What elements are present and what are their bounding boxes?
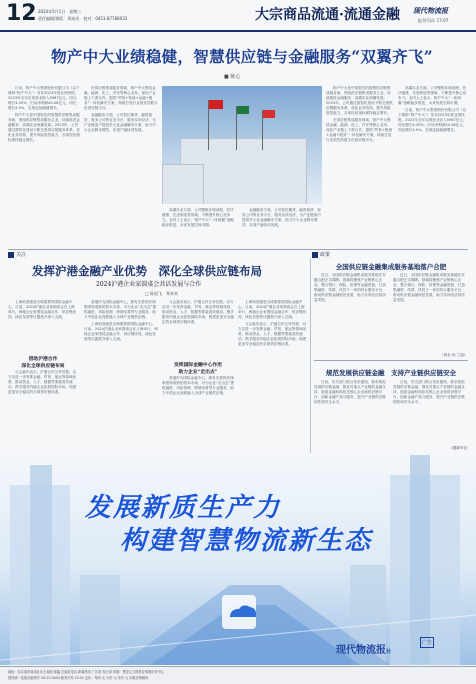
lead-column-6 <box>398 86 468 246</box>
story-col-c-2: 香港作为国际金融中心，拥有完善的法律制度和成熟的资本市场，可为企业“走出去”提供融资、风险管理、跨境结算等专业服务，助力中国企业深度融入全球产业链供应链。 <box>162 376 234 395</box>
story-col-b-3: 与会嘉宾表示，沪港合作互补性强，双方应进一步发挥金融、贸易、航运等领域优势，推动资金、人才、数据等要素高效流动，携手服务内地企业拓展国际市场，构建更加安全稳定的全球供应链体系。 <box>238 322 307 346</box>
page-number: 12 <box>6 1 37 26</box>
policy-story1-body: 近日，全国供应链金融集成服务基地在安徽合肥正式揭牌。基地将聚焦产业链核心企业，整合银行、保险、担保等金融资源，打造集融资、结算、风控于一体的综合服务平台，推动供应链金融规范发展，助力实体经济高质量发展。 <box>314 273 386 302</box>
footer-line-2: 国内统一连续出版物号 CN 23-0054 邮发代号 13-41 定价：每份 元 月价 元 年价 元 本报法律顾问 <box>8 676 149 680</box>
policy-story1-author: （周全 孙 兰丽） <box>440 353 468 357</box>
lead-column-3 <box>162 208 237 248</box>
tag-marker-icon <box>312 252 318 258</box>
policy-story1-body-2: 近日，全国供应链金融集成服务基地在安徽合肥正式揭牌。基地将聚焦产业链核心企业，整合银行、保险、担保等金融资源，打造集融资、结算、风控于一体的综合服务平台，推动供应链金融规范发展，助力实体经济高质量发展。 <box>393 273 465 302</box>
lead-photo <box>162 86 322 204</box>
story-author: □ 陈祖飞 郑来来 <box>145 291 179 296</box>
story-column-1b <box>8 370 78 452</box>
story-headline: 发挥沪港金融产业优势 深化全球供应链布局 <box>32 264 262 278</box>
footer-line-1: 地址：哈尔滨市南岗区东大直街 邮编 总编室电话 新闻热线 广告部 发行部 印刷：黑龙江日报报业集团印务中心 <box>8 670 164 674</box>
lead-author: ■ 陈心 <box>224 74 241 80</box>
policy-story1-col1 <box>314 273 389 353</box>
inline-title-1: 借助沪港合作 <box>28 356 58 362</box>
ad-brand-suffix: 社 <box>386 649 392 655</box>
story-column-3 <box>162 300 234 358</box>
lead-col-d: 高端实业方面，公司聚焦环境治理、医疗健康、先进制造等领域，不断提升核心竞争力。业内人士表示，物产中大“一体两翼”战略稳步推进，未来发展空间可期。 <box>162 208 235 227</box>
story-column-2 <box>84 300 158 452</box>
section-divider <box>8 249 468 250</box>
policy-story1-col2 <box>393 273 468 353</box>
ad-slogan-1: 发展新质生产力 <box>85 493 282 523</box>
story-column-3b <box>162 376 234 452</box>
story-column-4 <box>238 300 308 452</box>
story-col-b-2: 与会嘉宾表示，沪港合作互补性强，双方应进一步发挥金融、贸易、航运等领域优势，推动资金、人才、数据等要素高效流动，携手服务内地企业拓展国际市场，构建更加安全稳定的全球供应链体系。 <box>162 300 234 324</box>
policy-story2-col2 <box>393 380 468 446</box>
policy-story2-title: 规范发展供应链金融 支持产业链供应链安全 <box>326 369 456 377</box>
ad-label: 广告 <box>420 637 434 648</box>
lead-column-4 <box>242 208 322 248</box>
lead-col-c-repeat: 金融服务方面，公司依托期货、融资租赁、财务公司等业务平台，服务实体经济，为产业链客户提供多元化金融解决方案，助力中小企业降本增效，实现产融协同发展。 <box>242 208 322 227</box>
lead-intro: 日前，物产中大集团股份有限公司（以下简称“物产中大”）发布2023年度业绩快报。2023年全年实现营业收入5967亿元，同比增长4.39%；归母净利润40.06亿元，同比增长4.9%，实现连续稳健增长。 <box>8 86 80 110</box>
date-line: 2024年5月1日 星期三 <box>38 9 82 14</box>
policy-story2-body: 日前，有关部门联合发布通知，要求规范发展供应链金融，强化对重点产业链的金融支持，鼓励金融机构依托核心企业和供应链平台，创新金融产品与服务，提升产业链供应链韧性和安全水平。 <box>314 380 386 404</box>
ad-slogan-2: 构建智慧物流新生态 <box>120 526 373 556</box>
policy-story1-title: 全国供应链金融集成服务基地落户合肥 <box>335 263 447 271</box>
story-divider <box>314 360 468 361</box>
section-title: 大宗商品流通·流通金融 <box>255 7 400 23</box>
issue-line: 报刊号码: 17-07 <box>418 18 449 23</box>
story-col-a-3: 上海和香港是全球重要的国际金融中心。日前，2024沪港企业家圆桌会在上海举行，两地企业家围绕金融合作、供应链协同、绿色发展等议题展开深入交流。 <box>238 300 307 319</box>
lead-column-1 <box>8 86 80 246</box>
lead-column-2 <box>84 86 158 246</box>
ad-brand <box>336 641 391 656</box>
lead-col-c: 金融服务方面，公司依托期货、融资租赁、财务公司等业务平台，服务实体经济，为产业链客户提供多元化金融解决方案，助力中小企业降本增效，实现产融协同发展。 <box>84 113 156 132</box>
story-col-c: 香港作为国际金融中心，拥有完善的法律制度和成熟的资本市场，可为企业“走出去”提供融资、风险管理、跨境结算等专业服务，助力中国企业深度融入全球产业链供应链。 <box>84 300 157 319</box>
lead-col-b: 在供应链集成服务领域，物产中大围绕金属、能源、化工、汽车等核心业务，深化产业链上下游合作，提供“贸易+物流+金融+服务”一体化解决方案，持续打造行业领先的数字化供应链平台。 <box>84 86 158 110</box>
inline-title-2: 深化全球供应链布局 <box>21 363 65 369</box>
column-rule <box>310 258 311 453</box>
story-col-a-2: 上海和香港是全球重要的国际金融中心。日前，2024沪港企业家圆桌会在上海举行，两地企业家围绕金融合作、供应链协同、绿色发展等议题展开深入交流。 <box>84 322 158 341</box>
lead-col-d-repeat: 高端实业方面，公司聚焦环境治理、医疗健康、先进制造等领域，不断提升核心竞争力。业内人士表示，物产中大“一体两翼”战略稳步推进，未来发展空间可期。 <box>398 86 467 105</box>
lead-col-b-repeat: 在供应链集成服务领域，物产中大围绕金属、能源、化工、汽车等核心业务，深化产业链上下游合作，提供“贸易+物流+金融+服务”一体化解决方案，持续打造行业领先的数字化供应链平台。 <box>326 118 392 142</box>
inline-title-4: 助力企业“走出去” <box>178 369 218 375</box>
policy-story2-author: （据新华社） <box>449 446 471 450</box>
story-subhead: 2024沪港企业家圆桌会共话发展与合作 <box>96 281 202 288</box>
lead-col-a-repeat: 物产中大是中国领先的智慧供应链集成服务商，围绕供应链集成服务主业，持续推进金融服务、高端实业两翼发展。2023年，公司通过数智化建设不断完善供应链服务体系，优化业务结构，提升风险管控能力，各项经营指标保持稳定增长。 <box>326 86 393 115</box>
story-col-b: 与会嘉宾表示，沪港合作互补性强，双方应进一步发挥金融、贸易、航运等领域优势，推动资金、人才、数据等要素高效流动，携手服务内地企业拓展国际市场，构建更加安全稳定的全球供应链体系。 <box>8 370 77 394</box>
ad-brand-name: 现代物流报 <box>336 645 386 656</box>
policy-story2-body-2: 日前，有关部门联合发布通知，要求规范发展供应链金融，强化对重点产业链的金融支持，鼓励金融机构依托核心企业和供应链平台，创新金融产品与服务，提升产业链供应链韧性和安全水平。 <box>393 380 465 404</box>
lead-headline: 物产中大业绩稳健，智慧供应链与金融服务“双翼齐飞” <box>51 47 433 66</box>
story-col-a: 上海和香港是全球重要的国际金融中心。日前，2024沪港企业家圆桌会在上海举行，两地企业家围绕金融合作、供应链协同、绿色发展等议题展开深入交流。 <box>8 300 77 319</box>
newspaper-logo: 现代物流报 <box>413 6 448 15</box>
lead-col-a: 物产中大是中国领先的智慧供应链集成服务商，围绕供应链集成服务主业，持续推进金融服务、高端实业两翼发展。2023年，公司通过数智化建设不断完善供应链服务体系，优化业务结构，提升风险管控能力，各项经营指标保持稳定增长。 <box>8 113 80 142</box>
editor-line: 责任编辑/排版：周成功 校对：0451-87788033 <box>38 16 128 21</box>
lead-column-5 <box>326 86 394 246</box>
story-column-1 <box>8 300 78 352</box>
section-tag-focus: 关注 <box>8 251 26 258</box>
lead-intro-repeat: 日前，物产中大集团股份有限公司（以下简称“物产中大”）发布2023年度业绩快报。2023年全年实现营业收入5967亿元，同比增长4.39%；归母净利润40.06亿元，同比增长4.9%，实现连续稳健增长。 <box>398 108 467 132</box>
section-tag-policy: 政策 <box>312 251 330 258</box>
tag-marker-icon <box>8 252 14 258</box>
inline-title-3: 发挥国际金融中心作用 <box>174 362 222 368</box>
policy-story2-col1 <box>314 380 389 450</box>
